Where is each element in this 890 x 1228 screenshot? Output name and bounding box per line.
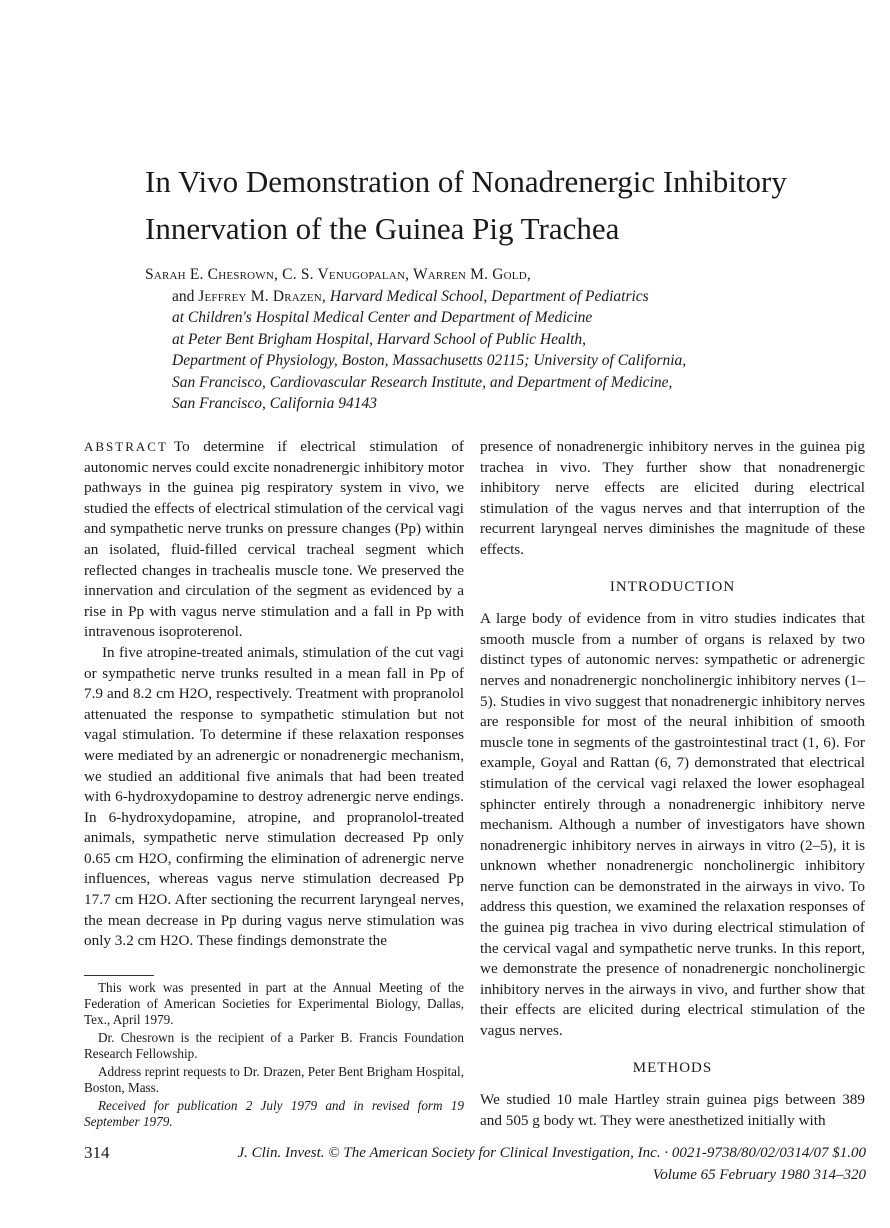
right-column: [480, 437, 865, 1131]
introduction-body: A large body of evidence from in vitro studies indicates that smooth muscle from a number of organs is relaxed by two distinct types of autonomic nerves: sympathetic or adrenergic nerves and nonadrenergic noncholinergic inhibitory nerves (1–5). Studies in vivo suggest that nonadrenergic inhibitory nerves are responsible for most of the neural inhibition of smooth muscle tone in segments of the gastrointestinal tract (1, 6). For example, Goyal and Rattan (6, 7) demonstrated that electrical stimulation of the cervical vagi relaxed the lower esophageal sphincter entirely through a nonadrenergic inhibitory nerve mechanism. Although a number of investigators have shown nonadrenergic inhibitory nerves in airways in vitro (2–5), it is unknown whether nonadrenergic noncholinergic inhibitory nerve function can be demonstrated in the airways in vivo. To address this question, we examined the relaxation responses of the guinea pig trachea in vivo during electrical stimulation of the cervical vagal and sympathetic nerve trunks. In this report, we demonstrate the presence of nonadrenergic noncholinergic inhibitory nerves in the airways in vivo, and further show that their effects are elicited during electrical stimulation of the vagus nerves.: [480, 610, 865, 1040]
author-names-1: Sarah E. Chesrown, C. S. Venugopalan, Warren M. Gold,: [145, 266, 531, 283]
methods-body: We studied 10 male Hartley strain guinea pigs between 389 and 505 g body wt. They were anesthetized initially with: [480, 1091, 865, 1129]
author-names-2: Jeffrey M. Drazen,: [198, 287, 326, 305]
affiliation-line-3: at Peter Bent Brigham Hospital, Harvard School of Public Health,: [172, 330, 586, 348]
abstract-paragraph-1: [84, 437, 464, 643]
abstract-text-1: To determine if electrical stimulation of autonomic nerves could excite nonadrenergic inhibitory motor pathways in the guinea pig respiratory system in vivo, we studied the effects of electrical stimulation of the cervical vagi and sympathetic nerve trunks on pressure changes (Pp) within an isolated, fluid-filled cervical tracheal segment which reflected changes in trachealis muscle tone. We preserved the innervation and circulation of the segment as evidenced by a rise in Pp with vagus nerve stimulation and a fall in Pp with intravenous isoproterenol.: [84, 438, 464, 641]
footnotes: [84, 980, 464, 1132]
footnote-4: Received for publication 2 July 1979 and in revised form 19 September 1979.: [84, 1098, 464, 1129]
affiliation-line-6: San Francisco, California 94143: [172, 395, 377, 412]
affiliation-line-4: Department of Physiology, Boston, Massachusetts 02115; University of California,: [172, 352, 687, 369]
author-and: and: [172, 287, 199, 305]
affiliation-line-2: at Children's Hospital Medical Center and Department of Medicine: [172, 309, 593, 326]
left-column: [84, 437, 464, 952]
abstract-paragraph-2: In five atropine-treated animals, stimulation of the cut vagi or sympathetic nerve trunks resulted in a mean fall in Pp of 7.9 and 8.2 cm H2O, respectively. Treatment with propranolol attenuated the response to sympathetic stimulation but not vagal stimulation. To determine if these relaxation responses were mediated by an adrenergic or nonadrenergic mechanism, we studied an additional five animals that had been treated with 6-hydroxydopamine to destroy adrenergic nerve endings. In 6-hydroxydopamine, atropine, and propranolol-treated animals, sympathetic nerve stimulation decreased Pp only 0.65 cm H2O, confirming the elimination of adrenergic nerve influences, whereas vagus nerve stimulation decreased Pp 17.7 cm H2O. After sectioning the recurrent laryngeal nerves, the mean decrease in Pp during vagus nerve stimulation was only 3.2 cm H2O. These findings demonstrate the: [84, 643, 464, 950]
footnote-1: This work was presented in part at the Annual Meeting of the Federation of American Societies for Experimental Biology, Dallas, Tex., April 1979.: [84, 980, 464, 1027]
author-block: [145, 264, 845, 415]
page-number: 314: [84, 1143, 110, 1162]
footnote-3: Address reprint requests to Dr. Drazen, Peter Bent Brigham Hospital, Boston, Mass.: [84, 1064, 464, 1095]
title-line-1: In Vivo Demonstration of Nonadrenergic Inhibitory: [145, 164, 787, 199]
footnote-rule: [84, 975, 154, 976]
introduction-heading: INTRODUCTION: [609, 578, 736, 595]
volume-info: Volume 65 February 1980 314–320: [652, 1167, 866, 1183]
title-line-2: Innervation of the Guinea Pig Trachea: [145, 211, 620, 246]
footnote-2: Dr. Chesrown is the recipient of a Parker B. Francis Foundation Research Fellowship.: [84, 1030, 464, 1061]
methods-heading: METHODS: [632, 1059, 713, 1076]
abstract-continuation: presence of nonadrenergic inhibitory nerves in the guinea pig trachea in vivo. They further show that nonadrenergic inhibitory nerve effects are elicited during electrical stimulation of the vagus nerves and that interruption of the recurrent laryngeal nerves diminishes the magnitude of these effects.: [480, 438, 865, 558]
affiliation-text-1: Harvard Medical School, Department of Pediatrics: [329, 287, 649, 305]
journal-citation: J. Clin. Invest. © The American Society for Clinical Investigation, Inc. · 0021-9738/80/02/0314/07 $1.00: [237, 1145, 866, 1161]
article-title: [145, 158, 845, 252]
abstract-label: ABSTRACT: [84, 439, 168, 454]
affiliation-line-5: San Francisco, Cardiovascular Research Institute, and Department of Medicine,: [172, 373, 673, 391]
affiliation-line-1: [145, 286, 845, 308]
